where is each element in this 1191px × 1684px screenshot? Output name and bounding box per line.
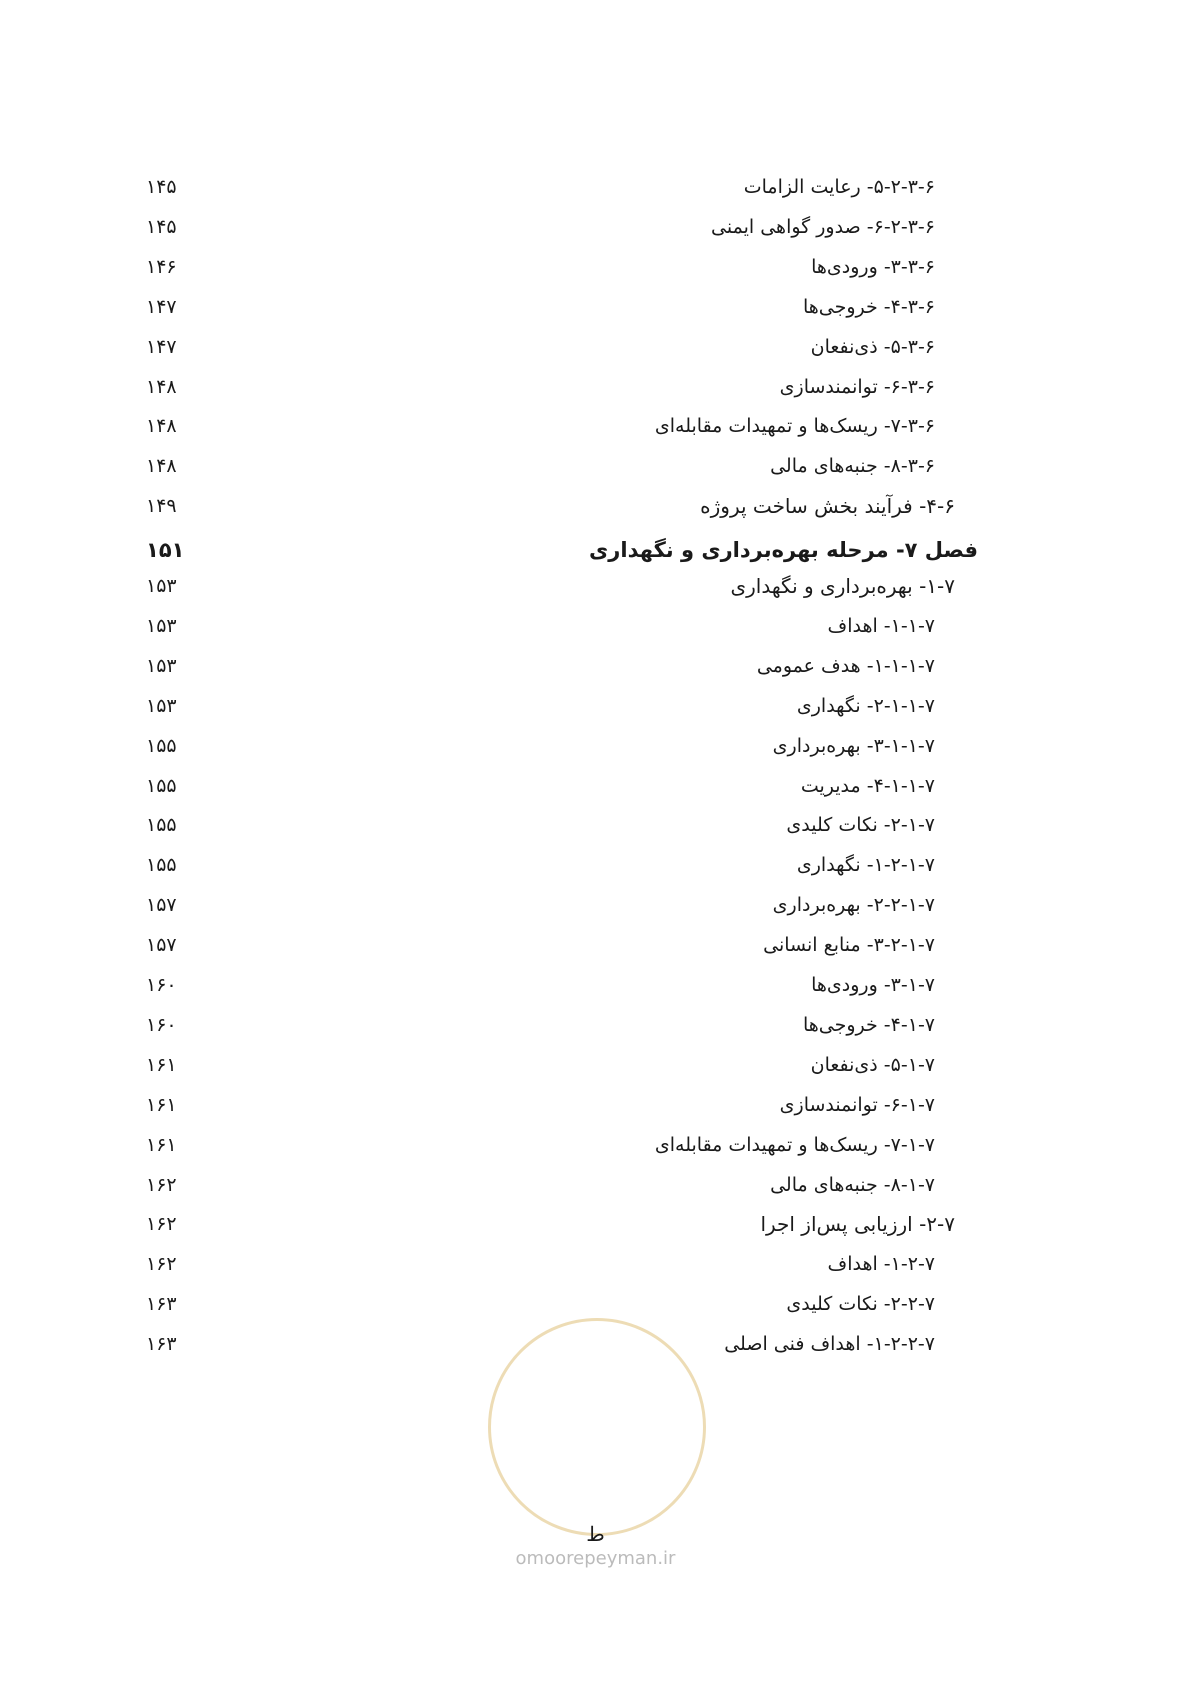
- toc-entry[interactable]: [0, 1324, 1191, 1364]
- toc-entry[interactable]: [0, 1045, 1191, 1085]
- toc-entry-page: ۱۵۵: [146, 814, 177, 837]
- toc-entry[interactable]: [0, 925, 1191, 965]
- toc-entry[interactable]: [0, 805, 1191, 845]
- toc-entry-page: ۱۵۳: [146, 654, 177, 677]
- toc-entry[interactable]: [0, 287, 1191, 327]
- toc-entry-page: ۱۴۵: [146, 215, 177, 238]
- toc-entry[interactable]: [0, 406, 1191, 446]
- toc-entry-page: ۱۵۳: [146, 575, 177, 597]
- toc-entry-title: ۱-۱-۱-۷- هدف عمومی: [756, 654, 935, 677]
- page-number: ط: [586, 1522, 605, 1546]
- toc-entry-title: ۲-۲-۱-۷- بهره‌برداری: [772, 894, 935, 917]
- toc-entry-title: ۱-۲-۱-۷- نگهداری: [796, 854, 935, 877]
- toc-entry-page: ۱۶۲: [146, 1253, 177, 1276]
- toc-entry-title: ۲-۲-۷- نکات کلیدی: [786, 1293, 935, 1316]
- toc-entry-page: ۱۶۱: [146, 1133, 177, 1156]
- toc-entry-title: ۳-۳-۶- ورودی‌ها: [811, 255, 935, 278]
- toc-entry-page: ۱۶۱: [146, 1093, 177, 1116]
- toc-entry[interactable]: [0, 1005, 1191, 1045]
- toc-entry-title: ۴-۱-۱-۷- مدیریت: [800, 774, 935, 797]
- toc-entry[interactable]: [0, 885, 1191, 925]
- toc-entry[interactable]: [0, 566, 1191, 606]
- toc-entry[interactable]: [0, 446, 1191, 486]
- toc-entry-title: ۶-۱-۷- توانمندسازی: [779, 1093, 935, 1116]
- toc-entry-page: ۱۶۲: [146, 1213, 177, 1236]
- toc-entry-title: ۲-۱-۱-۷- نگهداری: [796, 694, 935, 717]
- toc-entry-title: ۷-۱-۷- ریسک‌ها و تمهیدات مقابله‌ای: [654, 1133, 935, 1156]
- toc-entry-title: ۳-۲-۱-۷- منابع انسانی: [763, 934, 935, 957]
- toc-entry[interactable]: [0, 1204, 1191, 1244]
- toc-entry-page: ۱۵۵: [146, 854, 177, 877]
- toc-entry-page: ۱۴۵: [146, 176, 177, 198]
- toc-entry-page: ۱۵۵: [146, 734, 177, 757]
- toc-entry-page: ۱۵۷: [146, 894, 177, 917]
- toc-entry-title: ۳-۱-۱-۷- بهره‌برداری: [772, 734, 935, 757]
- toc-entry-page: ۱۶۰: [146, 1013, 177, 1036]
- toc-entry-page: ۱۴۹: [146, 495, 177, 518]
- toc-entry-title: ۱-۱-۷- اهداف: [827, 614, 935, 637]
- toc-entry-title: ۱-۲-۷- اهداف: [827, 1253, 935, 1276]
- toc-entry-page: ۱۶۰: [146, 974, 177, 996]
- toc-entry-title: ۱-۲-۲-۷- اهداف فنی اصلی: [724, 1333, 935, 1356]
- toc-entry-title: ۴-۳-۶- خروجی‌ها: [802, 295, 935, 318]
- toc-entry-page: ۱۶۳: [146, 1293, 177, 1316]
- toc-entry-page: ۱۴۸: [146, 455, 177, 478]
- toc-entry-page: ۱۴۷: [146, 335, 177, 358]
- toc-entry-page: ۱۴۸: [146, 415, 177, 438]
- toc-entry-page: ۱۵۷: [146, 934, 177, 957]
- toc-entry-title: ۸-۳-۶- جنبه‌های مالی: [770, 455, 935, 478]
- watermark-url: omoorepeyman.ir: [515, 1548, 676, 1569]
- toc-entry-page: ۱۵۳: [146, 694, 177, 717]
- toc-entry[interactable]: [0, 845, 1191, 885]
- toc-entry-page: ۱۴۶: [146, 255, 177, 278]
- toc-entry[interactable]: [0, 1244, 1191, 1284]
- toc-entry[interactable]: [0, 486, 1191, 526]
- toc-entry[interactable]: [0, 766, 1191, 806]
- toc-entry-page: ۱۶۱: [146, 1053, 177, 1076]
- toc-entry-title: فصل ۷- مرحله بهره‌برداری و نگهداری: [589, 538, 978, 563]
- toc-entry-title: ۱-۷- بهره‌برداری و نگهداری: [730, 574, 955, 598]
- toc-entry[interactable]: [0, 1125, 1191, 1165]
- toc-entry[interactable]: [0, 327, 1191, 367]
- toc-entry-page: ۱۶۲: [146, 1173, 177, 1196]
- toc-entry-page: ۱۶۳: [146, 1333, 177, 1356]
- toc-entry[interactable]: [0, 1085, 1191, 1125]
- toc-entry-title: ۵-۳-۶- ذی‌نفعان: [810, 335, 935, 358]
- toc-entry-page: ۱۵۳: [146, 614, 177, 637]
- toc-entry-title: ۶-۲-۳-۶- صدور گواهی ایمنی: [711, 215, 935, 238]
- toc-entry-page: ۱۵۱: [146, 538, 185, 563]
- toc-entry-title: ۳-۱-۷- ورودی‌ها: [811, 974, 935, 996]
- toc-entry-title: ۷-۳-۶- ریسک‌ها و تمهیدات مقابله‌ای: [654, 415, 935, 438]
- toc-entry[interactable]: [0, 1165, 1191, 1205]
- toc-entry-title: ۵-۱-۷- ذی‌نفعان: [810, 1053, 935, 1076]
- toc-entry[interactable]: [0, 367, 1191, 407]
- toc-entry[interactable]: [0, 1284, 1191, 1324]
- toc-entry-title: ۴-۶- فرآیند بخش ساخت پروژه: [700, 494, 955, 519]
- toc-entry[interactable]: [0, 965, 1191, 1005]
- toc-entry[interactable]: [0, 686, 1191, 726]
- toc-entry-title: ۲-۱-۷- نکات کلیدی: [786, 814, 935, 837]
- toc-entry-title: ۲-۷- ارزیابی پس‌از اجرا: [760, 1212, 955, 1237]
- toc-entry[interactable]: [0, 646, 1191, 686]
- toc-entry[interactable]: [0, 167, 1191, 207]
- toc-entry-page: ۱۴۸: [146, 375, 177, 398]
- toc-entry[interactable]: [0, 606, 1191, 646]
- toc-entry[interactable]: [0, 530, 1191, 570]
- toc-entry-page: ۱۵۵: [146, 774, 177, 797]
- toc-entry-page: ۱۴۷: [146, 295, 177, 318]
- toc-entry-title: ۶-۳-۶- توانمندسازی: [779, 375, 935, 398]
- toc-entry[interactable]: [0, 207, 1191, 247]
- toc-entry-title: ۵-۲-۳-۶- رعایت الزامات: [743, 176, 935, 198]
- toc-entry[interactable]: [0, 726, 1191, 766]
- toc-entry[interactable]: [0, 247, 1191, 287]
- toc-entry-title: ۴-۱-۷- خروجی‌ها: [802, 1013, 935, 1036]
- toc-entry-title: ۸-۱-۷- جنبه‌های مالی: [770, 1173, 935, 1196]
